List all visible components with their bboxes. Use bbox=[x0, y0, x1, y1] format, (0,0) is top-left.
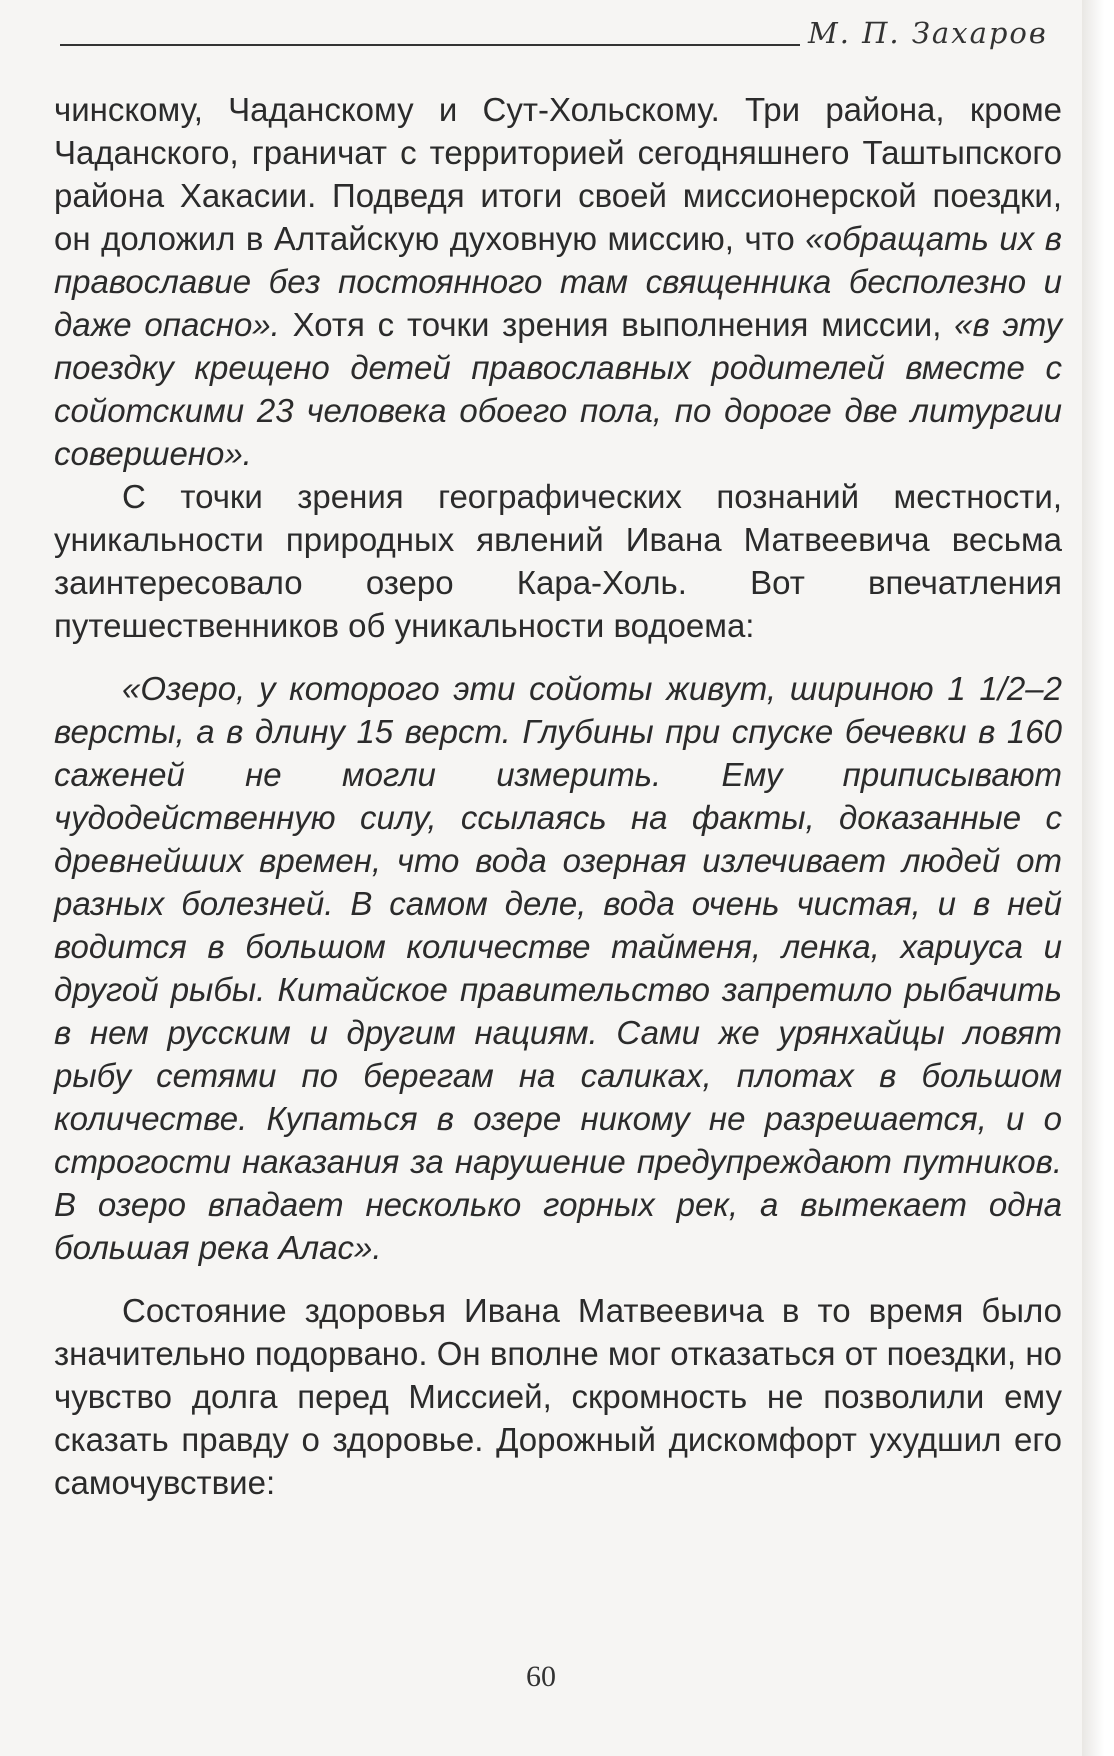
body-text bbox=[54, 88, 1062, 1504]
header-author: М. П. Захаров bbox=[808, 16, 1048, 50]
paragraph-segment: Хотя с точки зрения выполнения миссии, bbox=[279, 306, 955, 343]
paragraph-quote-segment: «обращать их в православие без постоянного там священника бесполезно и даже опасно». bbox=[54, 220, 1063, 343]
paragraph-health bbox=[54, 1289, 1062, 1504]
paragraph-lake bbox=[54, 475, 1062, 647]
header-rule bbox=[60, 44, 800, 46]
paragraph-segment: чинскому, Чаданскому и Сут-Хольскому. Три района, кроме Чаданского, граничат с территорией сегодняшнего Таштыпского района Хакасии. Подведя итоги своей миссионерской поездки, он доложил в Алтайскую духовную миссию, что bbox=[54, 91, 1062, 257]
page-number: 60 bbox=[526, 1660, 556, 1693]
quote-text: «Озеро, у которого эти сойоты живут, шириною 1 1/2–2 версты, а в длину 15 верст. Глубины при спуске бечевки в 160 саженей не могли измерить. Ему приписывают чудодейственную силу, ссылаясь на факты, доказанные с древнейших времен, что вода озерная излечивает людей от разных болезней. В самом деле, вода очень чистая, и в ней водится в большом количестве тайменя, ленка, хариуса и другой рыбы. Китайское правительство запретило рыбачить в нем русским и другим нациям. Сами же урянхайцы ловят рыбу сетями по берегам на саликах, плотах в большом количестве. Купаться в озере никому не разрешается, и о строгости наказания за нарушение предупреждают путников. В озеро впадает несколько горных рек, а вытекает одна большая река Алас». bbox=[54, 670, 1062, 1266]
running-head bbox=[60, 8, 1060, 68]
paragraph-segment: Состояние здоровья Ивана Матвеевича в то время было значительно подорвано. Он вполне мог отказаться от поездки, но чувство долга перед Миссией, скромность не позволили ему сказать правду о здоровье. Дорожный дискомфорт ухудшил его самочувствие: bbox=[54, 1292, 1062, 1501]
page-edge bbox=[1082, 0, 1114, 1756]
paragraph-quote-segment: «в эту поездку крещено детей православных родителей вместе с сойотскими 23 человека обоего пола, по дороге две литургии совершено». bbox=[54, 306, 1062, 472]
paragraph-continuation bbox=[54, 88, 1062, 475]
paragraph-segment: С точки зрения географических познаний местности, уникальности природных явлений Ивана Матвеевича весьма заинтересовало озеро Кара-Холь. Вот впечатления путешественников об уникальности водоема: bbox=[54, 478, 1062, 644]
block-quote-lake bbox=[54, 667, 1062, 1269]
